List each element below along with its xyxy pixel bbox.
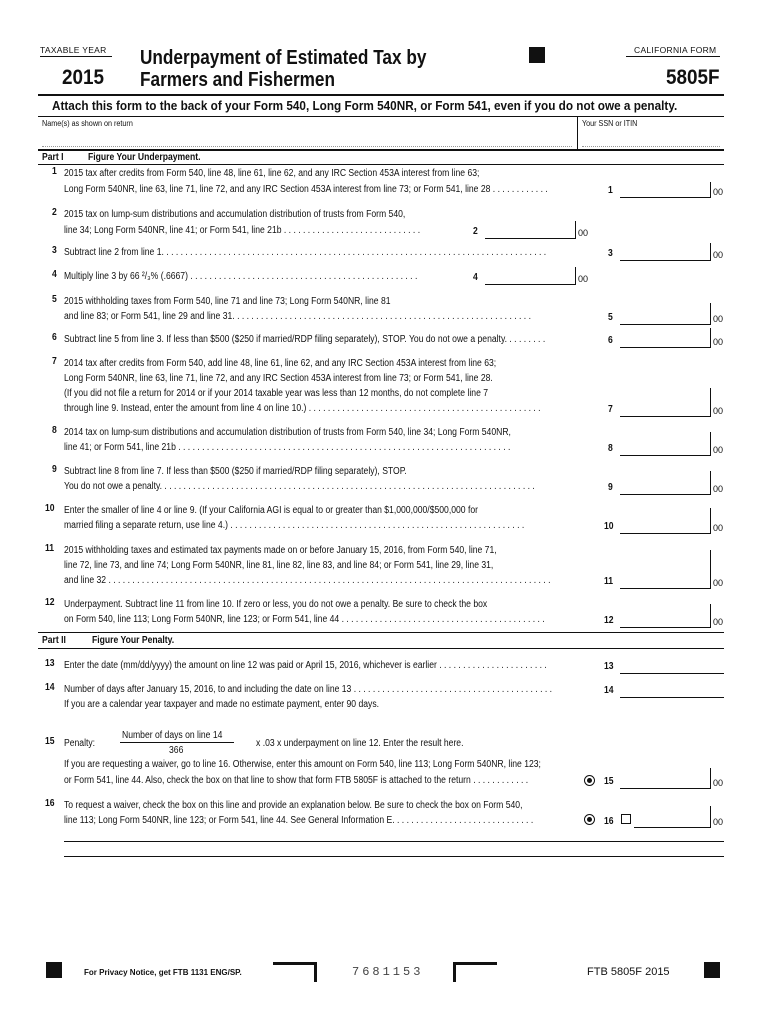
line2-box-number: 2 [473, 226, 478, 237]
line7-text-a: 2014 tax after credits from Form 540, add line 48, line 61, line 62, and any IRC Section 453A interest from line 63; [64, 358, 497, 369]
line7-text-d: through line 9. Instead, enter the amount from line 4 on line 10.) . . . . . . . . . . . . . . . . . . . . . . . . . . . . . . . . . . . . . . . . . . . . . . . . . [64, 403, 541, 414]
part2-rule [38, 648, 724, 649]
line8-text-b: line 41; or Form 541, line 21b . . . . . . . . . . . . . . . . . . . . . . . . . . . . . . . . . . . . . . . . . . . . . . . . . . . . . . . . . . . . . . . . . . . . . . [64, 442, 511, 453]
line11-cents: 00 [713, 578, 724, 588]
line9-cents-divider [710, 471, 711, 495]
line7-text-b: Long Form 540NR, line 63, line 71, line 72, and any IRC Section 453A interest from line 73; or Form 541, line 28. [64, 373, 493, 384]
line11-text-c: and line 32 . . . . . . . . . . . . . . . . . . . . . . . . . . . . . . . . . . . . . . . . . . . . . . . . . . . . . . . . . . . . . . . . . . . . . . . . . . . . . . . . . . . . . . . . . . . . . [64, 575, 551, 586]
line14-days-input[interactable] [620, 684, 724, 698]
line4-cents-divider [575, 267, 576, 285]
form-number: 5805F [666, 66, 720, 89]
line10-amount-input[interactable] [620, 520, 710, 534]
name-row-rule [38, 149, 724, 151]
line1-cents-divider [710, 182, 711, 198]
line11-text-b: line 72, line 73, and line 74; Long Form 540NR, line 81, line 82, line 83, and line 84; or Form 541, line 29, line 31, [64, 560, 494, 571]
line2-cents: 00 [578, 228, 589, 238]
line6-number: 6 [52, 332, 57, 343]
line16-box-number: 16 [604, 816, 614, 827]
line3-cents-divider [710, 243, 711, 261]
line8-cents: 00 [713, 445, 724, 455]
line15-formula-text: x .03 x underpayment on line 12. Enter the result here. [256, 738, 464, 749]
form-title-line1: Underpayment of Estimated Tax by [140, 47, 427, 69]
line14-number: 14 [45, 682, 55, 693]
line7-cents: 00 [713, 406, 724, 416]
line15-penalty-input[interactable] [620, 775, 710, 789]
line4-box-number: 4 [473, 272, 478, 283]
line2-text-b: line 34; Long Form 540NR, line 41; or Form 541, line 21b . . . . . . . . . . . . . . . . . . . . . . . . . . . . . [64, 225, 421, 236]
explanation-input[interactable] [64, 828, 724, 858]
line14-text-b: If you are a calendar year taxpayer and made no estimate payment, enter 90 days. [64, 699, 380, 710]
line5-text-b: and line 83; or Form 541, line 29 and line 31. . . . . . . . . . . . . . . . . . . . . . . . . . . . . . . . . . . . . . . . . . . . . . . . . . . . . . . . . . . . . . . [64, 311, 531, 322]
line15-fraction-numerator: Number of days on line 14 [122, 730, 223, 741]
privacy-notice: For Privacy Notice, get FTB 1131 ENG/SP. [84, 968, 242, 977]
line12-text-a: Underpayment. Subtract line 11 from line 10. If zero or less, you do not owe a penalty. Be sure to check the box [64, 599, 488, 610]
line1-box-number: 1 [608, 185, 613, 196]
line6-box-number: 6 [608, 335, 613, 346]
footer-corner-mark-left [273, 962, 317, 982]
line13-date-input[interactable] [620, 660, 724, 674]
line9-text-b: You do not owe a penalty. . . . . . . . . . . . . . . . . . . . . . . . . . . . . . . . . . . . . . . . . . . . . . . . . . . . . . . . . . . . . . . . . . . . . . . . . . . . . . . [64, 481, 535, 492]
line1-number: 1 [52, 166, 57, 177]
line15-box-number: 15 [604, 776, 614, 787]
line16-bullet-icon [584, 814, 595, 825]
name-field-label: Name(s) as shown on return [42, 119, 133, 128]
ssn-divider [577, 117, 578, 149]
line11-text-a: 2015 withholding taxes and estimated tax payments made on or before January 15, 2016, from Form 540, line 71, [64, 545, 497, 556]
line5-amount-input[interactable] [620, 311, 710, 325]
line4-text: Multiply line 3 by 66 ²/₃% (.6667) . . . . . . . . . . . . . . . . . . . . . . . . . . . . . . . . . . . . . . . . . . . . . . . . [64, 271, 418, 282]
line3-text: Subtract line 2 from line 1. . . . . . . . . . . . . . . . . . . . . . . . . . . . . . . . . . . . . . . . . . . . . . . . . . . . . . . . . . . . . . . . . . . . . . . . . . . . . . . . . [64, 247, 547, 258]
california-form-label: CALIFORNIA FORM [634, 45, 717, 55]
footer-registration-mark-right [704, 962, 720, 978]
line16-amount-input[interactable] [634, 814, 710, 828]
part1-title: Figure Your Underpayment. [88, 152, 201, 163]
line2-text-a: 2015 tax on lump-sum distributions and accumulation distribution of trusts from Form 540, [64, 209, 406, 220]
line7-amount-input[interactable] [620, 403, 710, 417]
line6-cents-divider [710, 328, 711, 348]
line16-cents-divider [710, 806, 711, 828]
attach-rule [38, 116, 724, 117]
part2-label: Part II [42, 635, 66, 646]
line10-text-b: married filing a separate return, use line 4.) . . . . . . . . . . . . . . . . . . . . . . . . . . . . . . . . . . . . . . . . . . . . . . . . . . . . . . . . . . . . . . [64, 520, 525, 531]
registration-mark [529, 47, 545, 63]
line15-penalty-label: Penalty: [64, 738, 96, 749]
line16-number: 16 [45, 798, 55, 809]
line13-box-number: 13 [604, 661, 614, 672]
line16-waiver-checkbox[interactable] [621, 814, 631, 824]
line3-cents: 00 [713, 250, 724, 260]
line6-amount-input[interactable] [620, 334, 710, 348]
line12-text-b: on Form 540, line 113; Long Form 540NR, line 123; or Form 541, line 44 . . . . . . . . . . . . . . . . . . . . . . . . . . . . . . . . . . . . . . . . . . . [64, 614, 545, 625]
line1-cents: 00 [713, 187, 724, 197]
line12-number: 12 [45, 597, 55, 608]
line1-text-a: 2015 tax after credits from Form 540, line 48, line 61, line 62, and any IRC Section 453A interest from line 63; [64, 168, 480, 179]
header-rule [38, 94, 724, 96]
line5-text-a: 2015 withholding taxes from Form 540, line 71 and line 73; Long Form 540NR, line 81 [64, 296, 391, 307]
tax-year: 2015 [62, 66, 105, 89]
line12-cents: 00 [713, 617, 724, 627]
name-input[interactable] [40, 128, 576, 148]
footer-corner-mark-right [453, 962, 497, 982]
line3-box-number: 3 [608, 248, 613, 259]
line16-cents: 00 [713, 817, 724, 827]
line2-cents-divider [575, 221, 576, 239]
line7-box-number: 7 [608, 404, 613, 415]
line10-cents: 00 [713, 523, 724, 533]
line15-text-c: or Form 541, line 44. Also, check the box on that line to show that form FTB 5805F is attached to the return . . . . . . . . . . . . [64, 775, 529, 786]
line11-cents-divider [710, 550, 711, 589]
line11-number: 11 [45, 543, 55, 554]
line4-number: 4 [52, 269, 57, 280]
line15-cents-divider [710, 768, 711, 789]
line16-text-a: To request a waiver, check the box on this line and provide an explanation below. Be sure to check the box on Form 540, [64, 800, 523, 811]
line13-text: Enter the date (mm/dd/yyyy) the amount on line 12 was paid or April 15, 2016, whichever is earlier . . . . . . . . . . . . . . . . . . . . . . . [64, 660, 547, 671]
part1-rule [38, 164, 724, 165]
line7-cents-divider [710, 388, 711, 417]
line15-bullet-icon [584, 775, 595, 786]
line15-fraction-denominator: 366 [169, 745, 184, 756]
line8-number: 8 [52, 425, 57, 436]
line4-cents: 00 [578, 274, 589, 284]
line13-number: 13 [45, 658, 55, 669]
line10-number: 10 [45, 503, 55, 514]
line12-amount-input[interactable] [620, 614, 710, 628]
line9-box-number: 9 [608, 482, 613, 493]
line10-box-number: 10 [604, 521, 614, 532]
line11-amount-input[interactable] [620, 575, 710, 589]
line9-amount-input[interactable] [620, 481, 710, 495]
line9-text-a: Subtract line 8 from line 7. If less than $500 ($250 if married/RDP filing separately), STOP. [64, 466, 407, 477]
line8-text-a: 2014 tax on lump-sum distributions and accumulation distribution of trusts from Form 540, line 34; Long Form 540NR, [64, 427, 511, 438]
ssn-input[interactable] [580, 128, 722, 148]
line15-number: 15 [45, 736, 55, 747]
line5-cents: 00 [713, 314, 724, 324]
line15-cents: 00 [713, 778, 724, 788]
line1-amount-input[interactable] [620, 184, 710, 198]
part2-top-rule [38, 632, 724, 633]
line1-text-b: Long Form 540NR, line 63, line 71, line 72, and any IRC Section 453A interest from line 73; or Form 541, line 28 . . . . . . . . . . . . [64, 184, 548, 195]
line6-cents: 00 [713, 337, 724, 347]
line9-cents: 00 [713, 484, 724, 494]
footer-registration-mark-left [46, 962, 62, 978]
part1-label: Part I [42, 152, 64, 163]
line2-number: 2 [52, 207, 57, 218]
line14-text-a: Number of days after January 15, 2016, to and including the date on line 13 . . . . . . . . . . . . . . . . . . . . . . . . . . . . . . . . . . . . . . . . . . [64, 684, 553, 695]
line5-cents-divider [710, 303, 711, 325]
form-label-rule [626, 56, 720, 57]
line9-number: 9 [52, 464, 57, 475]
line3-amount-input[interactable] [620, 247, 710, 261]
line10-cents-divider [710, 508, 711, 534]
line10-text-a: Enter the smaller of line 4 or line 9. (If your California AGI is equal to or greater than $1,000,000/$500,000 for [64, 505, 479, 516]
line15-text-b: If you are requesting a waiver, go to line 16. Otherwise, enter this amount on Form 540, line 113; Long Form 540NR, line 123; [64, 759, 541, 770]
barcode-number: 7681153 [352, 965, 424, 979]
line2-amount-input[interactable] [485, 225, 575, 239]
footer-form-id: FTB 5805F 2015 [587, 966, 670, 978]
ssn-input-guide [582, 146, 720, 147]
name-input-guide [42, 146, 572, 147]
taxable-year-label: TAXABLE YEAR [40, 45, 107, 55]
year-rule [40, 56, 112, 57]
line7-number: 7 [52, 356, 57, 367]
line12-cents-divider [710, 604, 711, 628]
line6-text: Subtract line 5 from line 3. If less than $500 ($250 if married/RDP filing separately), STOP. You do not owe a penalty. . . . . . . . . [64, 334, 546, 345]
line5-box-number: 5 [608, 312, 613, 323]
line14-box-number: 14 [604, 685, 614, 696]
line5-number: 5 [52, 294, 57, 305]
line7-text-c: (If you did not file a return for 2014 or if your 2014 taxable year was less than 12 months, do not complete line 7 [64, 388, 489, 399]
part2-title: Figure Your Penalty. [92, 635, 175, 646]
attach-instruction: Attach this form to the back of your Form 540, Long Form 540NR, or Form 541, even if you do not owe a penalty. [52, 99, 678, 113]
form-title-line2: Farmers and Fishermen [140, 69, 336, 91]
line16-text-b: line 113; Long Form 540NR, line 123; or Form 541, line 44. See General Information E. . . . . . . . . . . . . . . . . . . . . . . . . . . . . . [64, 815, 534, 826]
line12-box-number: 12 [604, 615, 614, 626]
line8-box-number: 8 [608, 443, 613, 454]
line4-amount-input[interactable] [485, 271, 575, 285]
line3-number: 3 [52, 245, 57, 256]
line8-amount-input[interactable] [620, 442, 710, 456]
line8-cents-divider [710, 432, 711, 456]
ssn-field-label: Your SSN or ITIN [582, 119, 638, 128]
line11-box-number: 11 [604, 576, 614, 587]
